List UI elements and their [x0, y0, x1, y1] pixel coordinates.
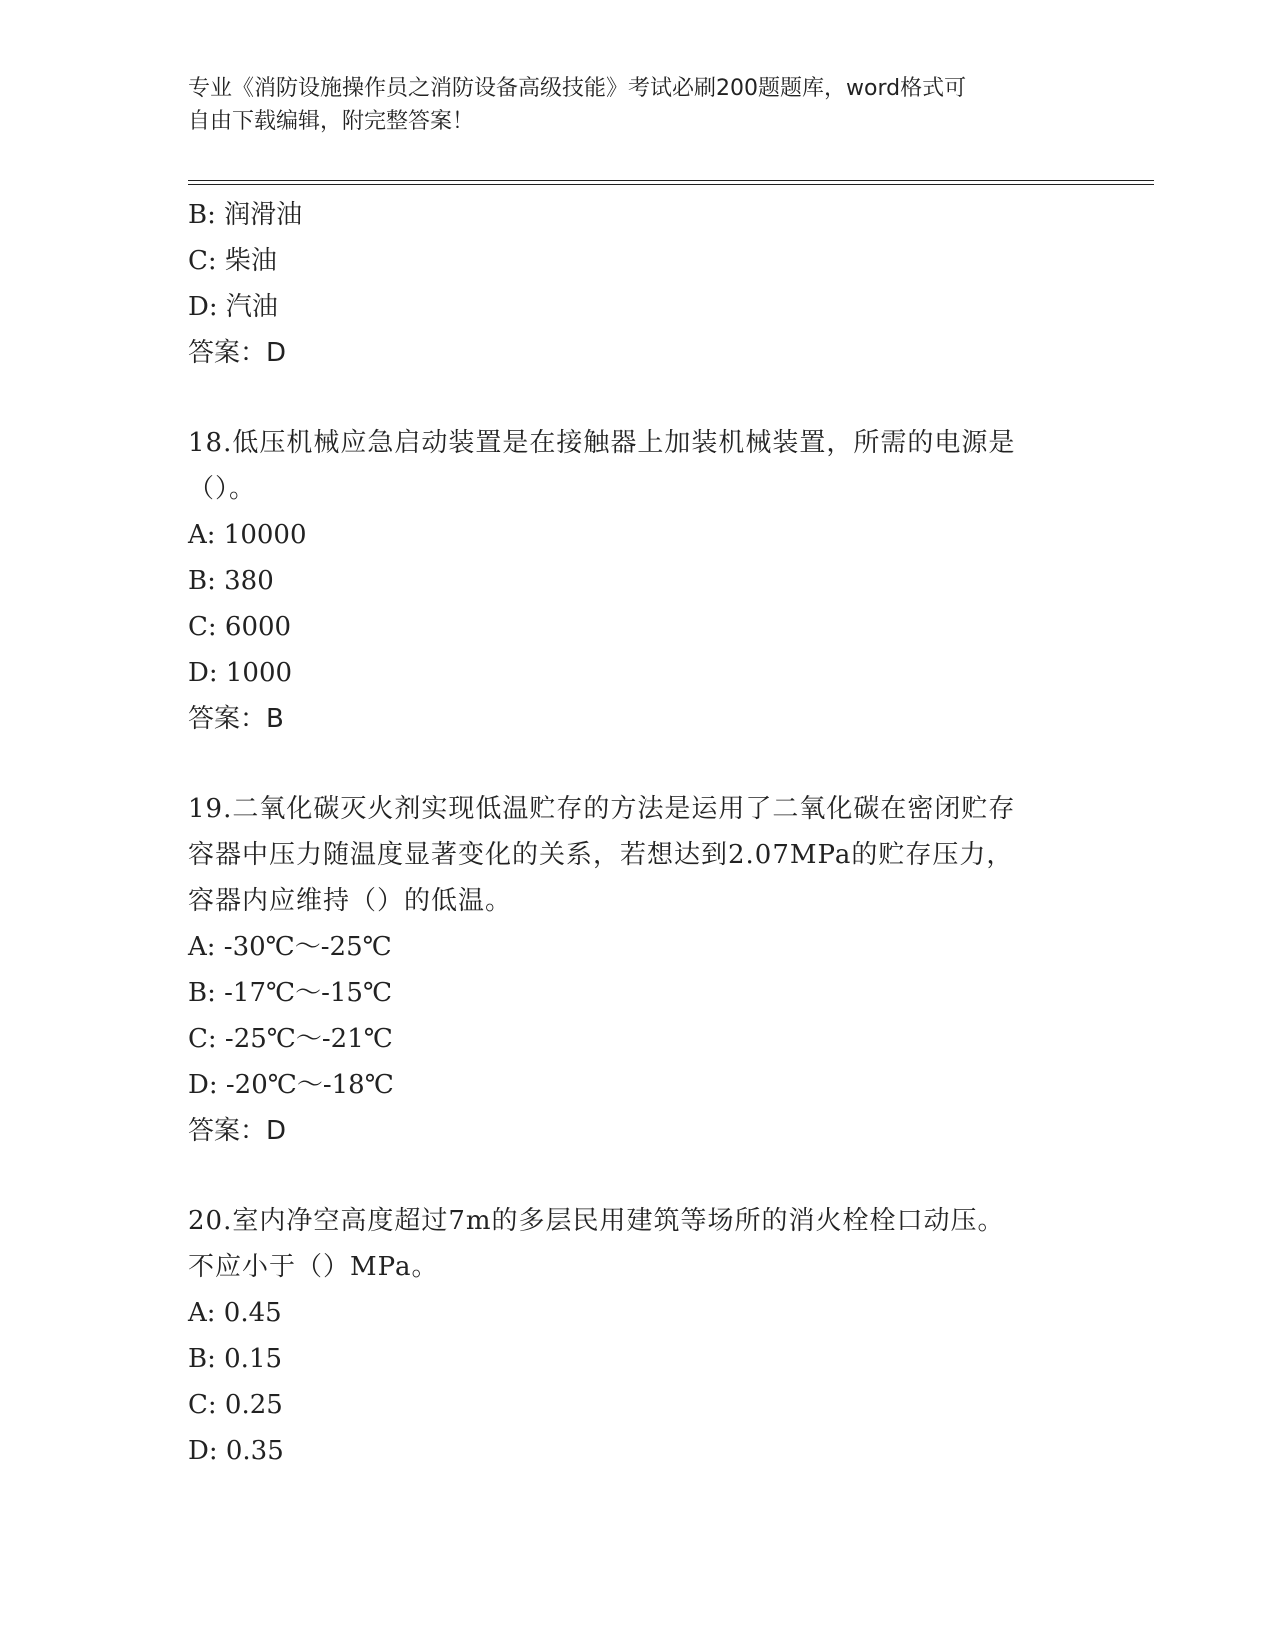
spacer [188, 376, 1088, 420]
question-text-line: 19.二氧化碳灭火剂实现低温贮存的方法是运用了二氧化碳在密闭贮存 [188, 794, 1016, 824]
question-text-line: （）。 [188, 474, 257, 504]
option-a: A: -30℃～-25℃ [188, 932, 392, 962]
header-line-1: 专业《消防设施操作员之消防设备高级技能》考试必刷200题题库，word格式可 [188, 76, 967, 101]
answer: 答案：B [188, 704, 284, 734]
option-d: D: 1000 [188, 658, 293, 688]
spacer [188, 1154, 1088, 1198]
answer: 答案：D [188, 1116, 287, 1146]
option-b: B: 380 [188, 566, 274, 596]
question-17-continuation [188, 192, 1088, 376]
question-18 [188, 420, 1088, 742]
header-line-2: 自由下载编辑，附完整答案！ [188, 109, 475, 134]
option-c: C: 柴油 [188, 246, 277, 276]
option-d: D: -20℃～-18℃ [188, 1070, 394, 1100]
question-text-line: 20.室内净空高度超过7m的多层民用建筑等场所的消火栓栓口动压。 [188, 1206, 1005, 1236]
question-text-line: 18.低压机械应急启动装置是在接触器上加装机械装置，所需的电源是 [188, 428, 1016, 458]
option-d: D: 汽油 [188, 292, 278, 322]
question-text-line: 容器中压力随温度显著变化的关系，若想达到2.07MPa的贮存压力， [188, 840, 1014, 870]
question-19 [188, 786, 1088, 1154]
option-b: B: -17℃～-15℃ [188, 978, 393, 1008]
option-c: C: -25℃～-21℃ [188, 1024, 393, 1054]
option-a: A: 10000 [188, 520, 307, 550]
option-a: A: 0.45 [188, 1298, 282, 1328]
question-content [188, 192, 1088, 1474]
option-c: C: 0.25 [188, 1390, 283, 1420]
question-text-line: 容器内应维持（）的低温。 [188, 886, 513, 916]
option-c: C: 6000 [188, 612, 292, 642]
option-b: B: 0.15 [188, 1344, 283, 1374]
header-divider-top [188, 180, 1154, 181]
option-d: D: 0.35 [188, 1436, 284, 1466]
question-20 [188, 1198, 1088, 1474]
option-b: B: 润滑油 [188, 200, 303, 230]
answer: 答案：D [188, 338, 287, 368]
header-divider-bottom [188, 184, 1154, 185]
document-header [188, 72, 1088, 138]
spacer [188, 742, 1088, 786]
question-text-line: 不应小于（）MPa。 [188, 1252, 439, 1282]
